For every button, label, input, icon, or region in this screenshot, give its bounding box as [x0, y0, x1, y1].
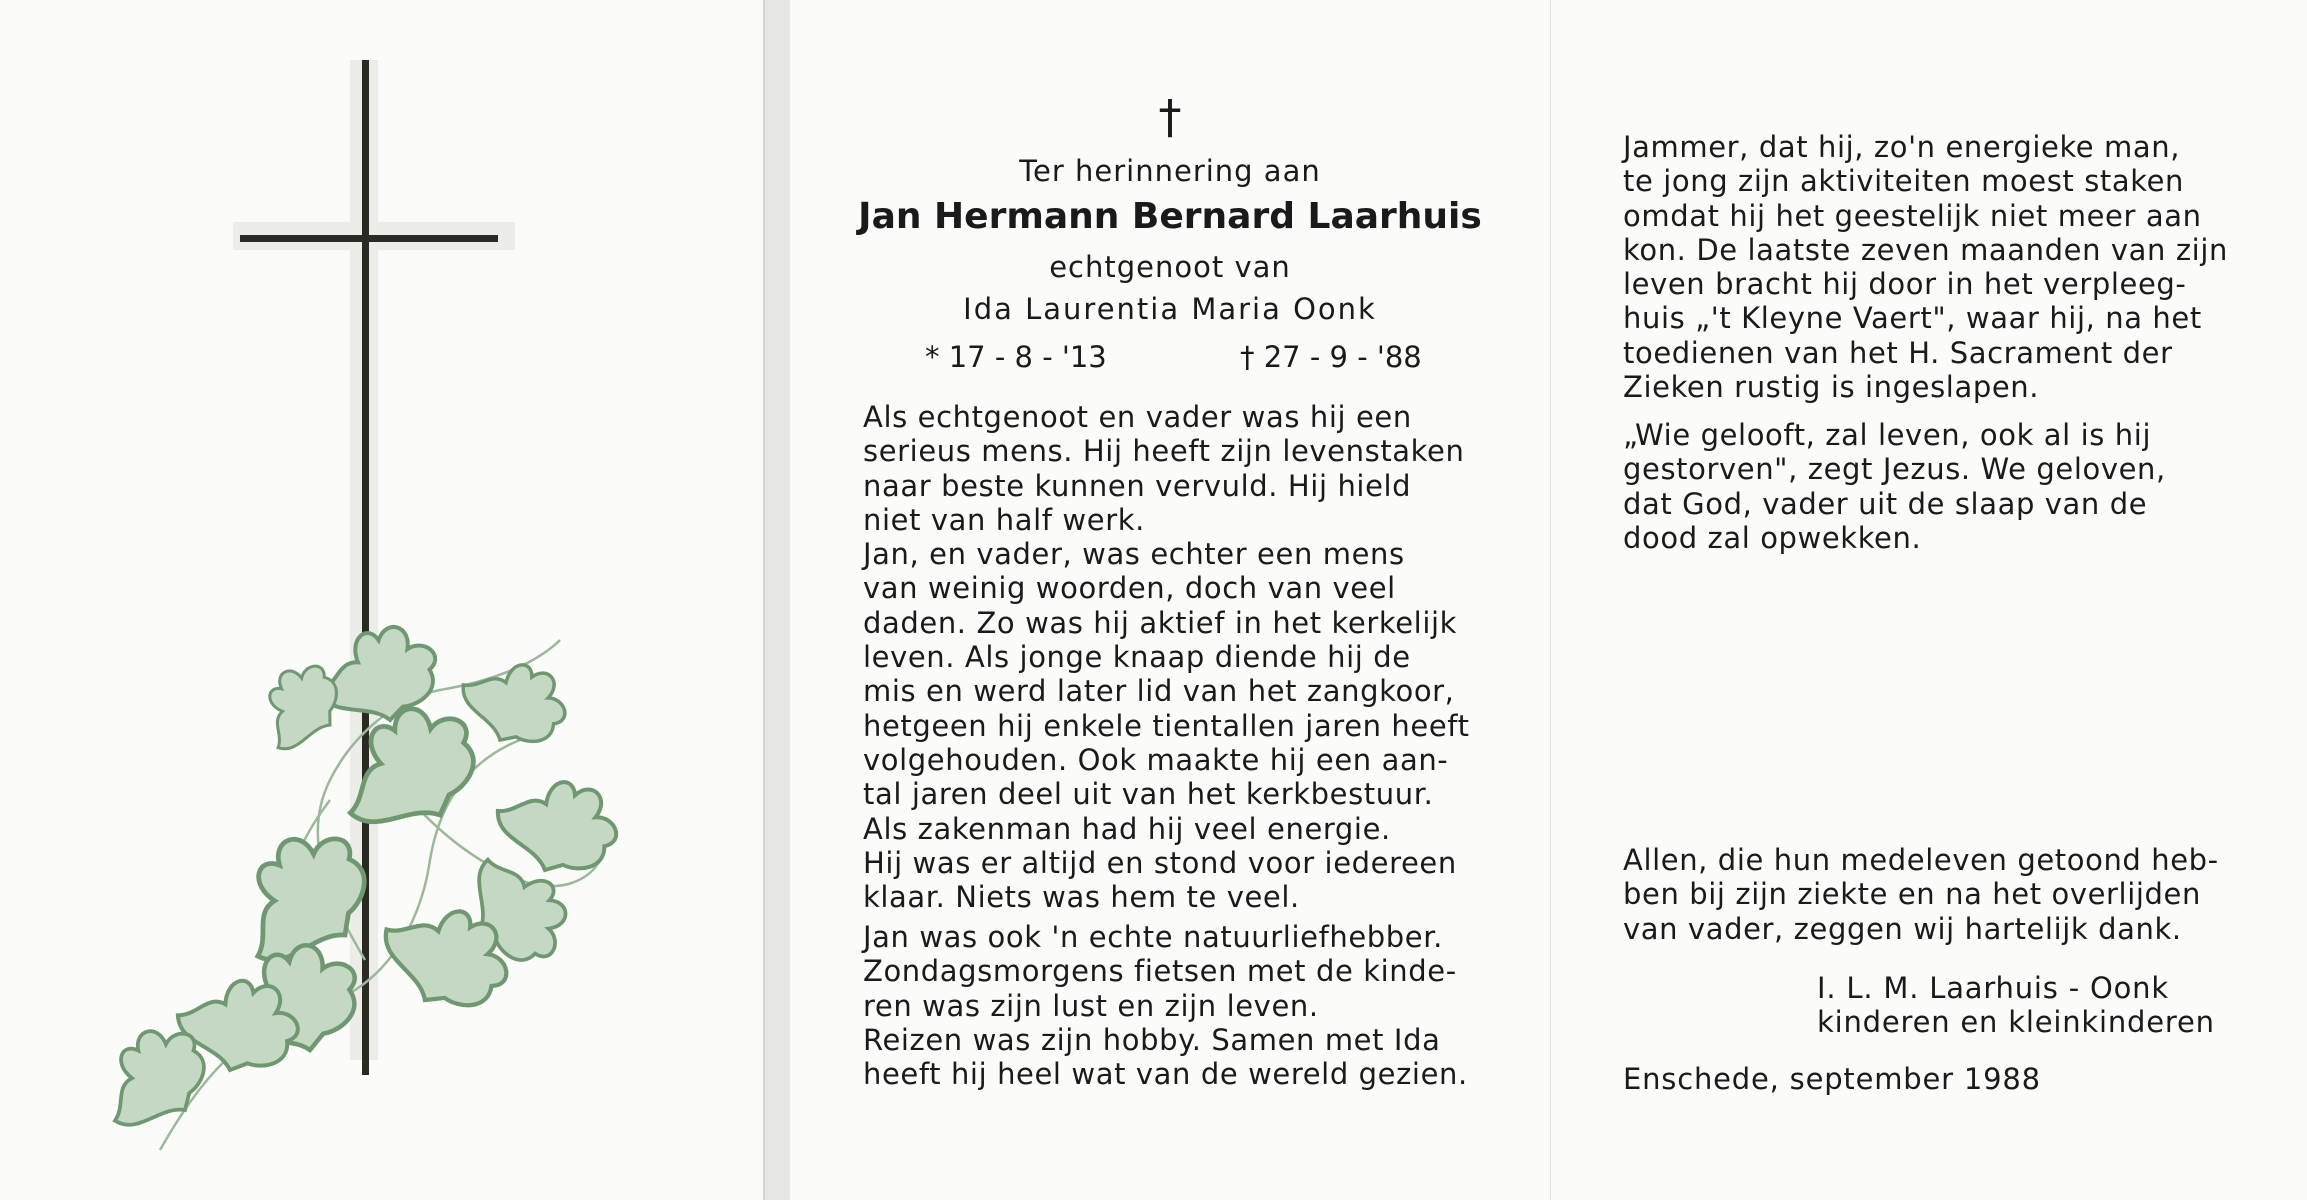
text-line: Jan was ook 'n echte natuurliefhebber. — [863, 920, 1443, 954]
text-line: Zieken rustig is ingeslapen. — [1623, 370, 2040, 405]
biography-paragraph-2 — [863, 920, 1468, 1091]
place-and-date: Enschede, september 1988 — [1623, 1062, 2041, 1096]
text-line: dat God, vader uit de slaap van de — [1623, 486, 2148, 521]
text-line: Jan, en vader, was echter een mens — [863, 537, 1405, 572]
memorial-intro: Ter herinnering aan — [1019, 154, 1321, 188]
text-line: daden. Zo was hij aktief in het kerkelijk — [863, 605, 1458, 640]
text-line: tal jaren deel uit van het kerkbestuur. — [863, 777, 1434, 812]
text-line: heeft hij heel wat van de wereld gezien. — [863, 1057, 1468, 1092]
card-right-panel — [1550, 0, 2307, 1200]
text-line: naar beste kunnen vervuld. Hij hield — [863, 468, 1412, 503]
text-line: leven bracht hij door in het verpleeg- — [1623, 267, 2187, 302]
text-line: Als zakenman had hij veel energie. — [863, 811, 1391, 846]
signature-family: kinderen en kleinkinderen — [1817, 1005, 2215, 1039]
cross-ivy-illustration — [0, 0, 765, 1200]
biography-paragraph-1 — [863, 400, 1470, 914]
text-line: dood zal opwekken. — [1623, 520, 1922, 555]
final-months-paragraph — [1623, 130, 2228, 404]
text-line: ren was zijn lust en zijn leven. — [863, 988, 1319, 1023]
text-line: van vader, zeggen wij hartelijk dank. — [1623, 911, 2182, 946]
text-line: serieus mens. Hij heeft zijn levenstaken — [863, 434, 1465, 469]
text-line: huis „'t Kleyne Vaert", waar hij, na het — [1623, 301, 2202, 336]
text-line: Hij was er altijd en stond voor iedereen — [863, 845, 1457, 880]
text-line: Allen, die hun medeleven getoond heb- — [1623, 843, 2219, 877]
text-line: te jong zijn aktiviteiten moest staken — [1623, 164, 2185, 199]
signature-widow: I. L. M. Laarhuis - Oonk — [1817, 971, 2169, 1005]
spouse-intro: echtgenoot van — [1049, 250, 1291, 284]
faith-quote-paragraph — [1623, 418, 2166, 555]
deceased-name: Jan Hermann Bernard Laarhuis — [858, 196, 1482, 237]
death-date: † 27 - 9 - '88 — [1240, 340, 1422, 374]
spouse-name: Ida Laurentia Maria Oonk — [963, 292, 1377, 326]
text-line: Jammer, dat hij, zo'n energieke man, — [1623, 130, 2181, 164]
text-line: mis en werd later lid van het zangkoor, — [863, 674, 1455, 709]
text-line: toedienen van het H. Sacrament der — [1623, 335, 2173, 370]
card-front-panel — [0, 0, 765, 1200]
card-middle-panel — [790, 0, 1550, 1200]
text-line: ben bij zijn ziekte en na het overlijden — [1623, 877, 2201, 912]
text-line: omdat hij het geestelijk niet meer aan — [1623, 198, 2202, 233]
text-line: Als echtgenoot en vader was hij een — [863, 400, 1412, 434]
text-line: klaar. Niets was hem te veel. — [863, 880, 1300, 915]
text-line: Zondagsmorgens fietsen met de kinde- — [863, 954, 1457, 989]
text-line: van weinig woorden, doch van veel — [863, 571, 1396, 606]
text-line: leven. Als jonge knaap diende hij de — [863, 640, 1411, 675]
text-line: niet van half werk. — [863, 502, 1145, 537]
thanks-paragraph — [1623, 843, 2219, 946]
birth-date: * 17 - 8 - '13 — [925, 340, 1107, 374]
text-line: „Wie gelooft, zal leven, ook al is hij — [1623, 418, 2152, 452]
text-line: volgehouden. Ook maakte hij een aan- — [863, 742, 1449, 777]
ivy-leaves-icon — [85, 617, 626, 1150]
cross-symbol: † — [1158, 90, 1182, 144]
text-line: hetgeen hij enkele tientallen jaren heeft — [863, 708, 1470, 743]
text-line: Reizen was zijn hobby. Samen met Ida — [863, 1022, 1441, 1057]
text-line: gestorven", zegt Jezus. We geloven, — [1623, 452, 2166, 487]
text-line: kon. De laatste zeven maanden van zijn — [1623, 232, 2228, 267]
